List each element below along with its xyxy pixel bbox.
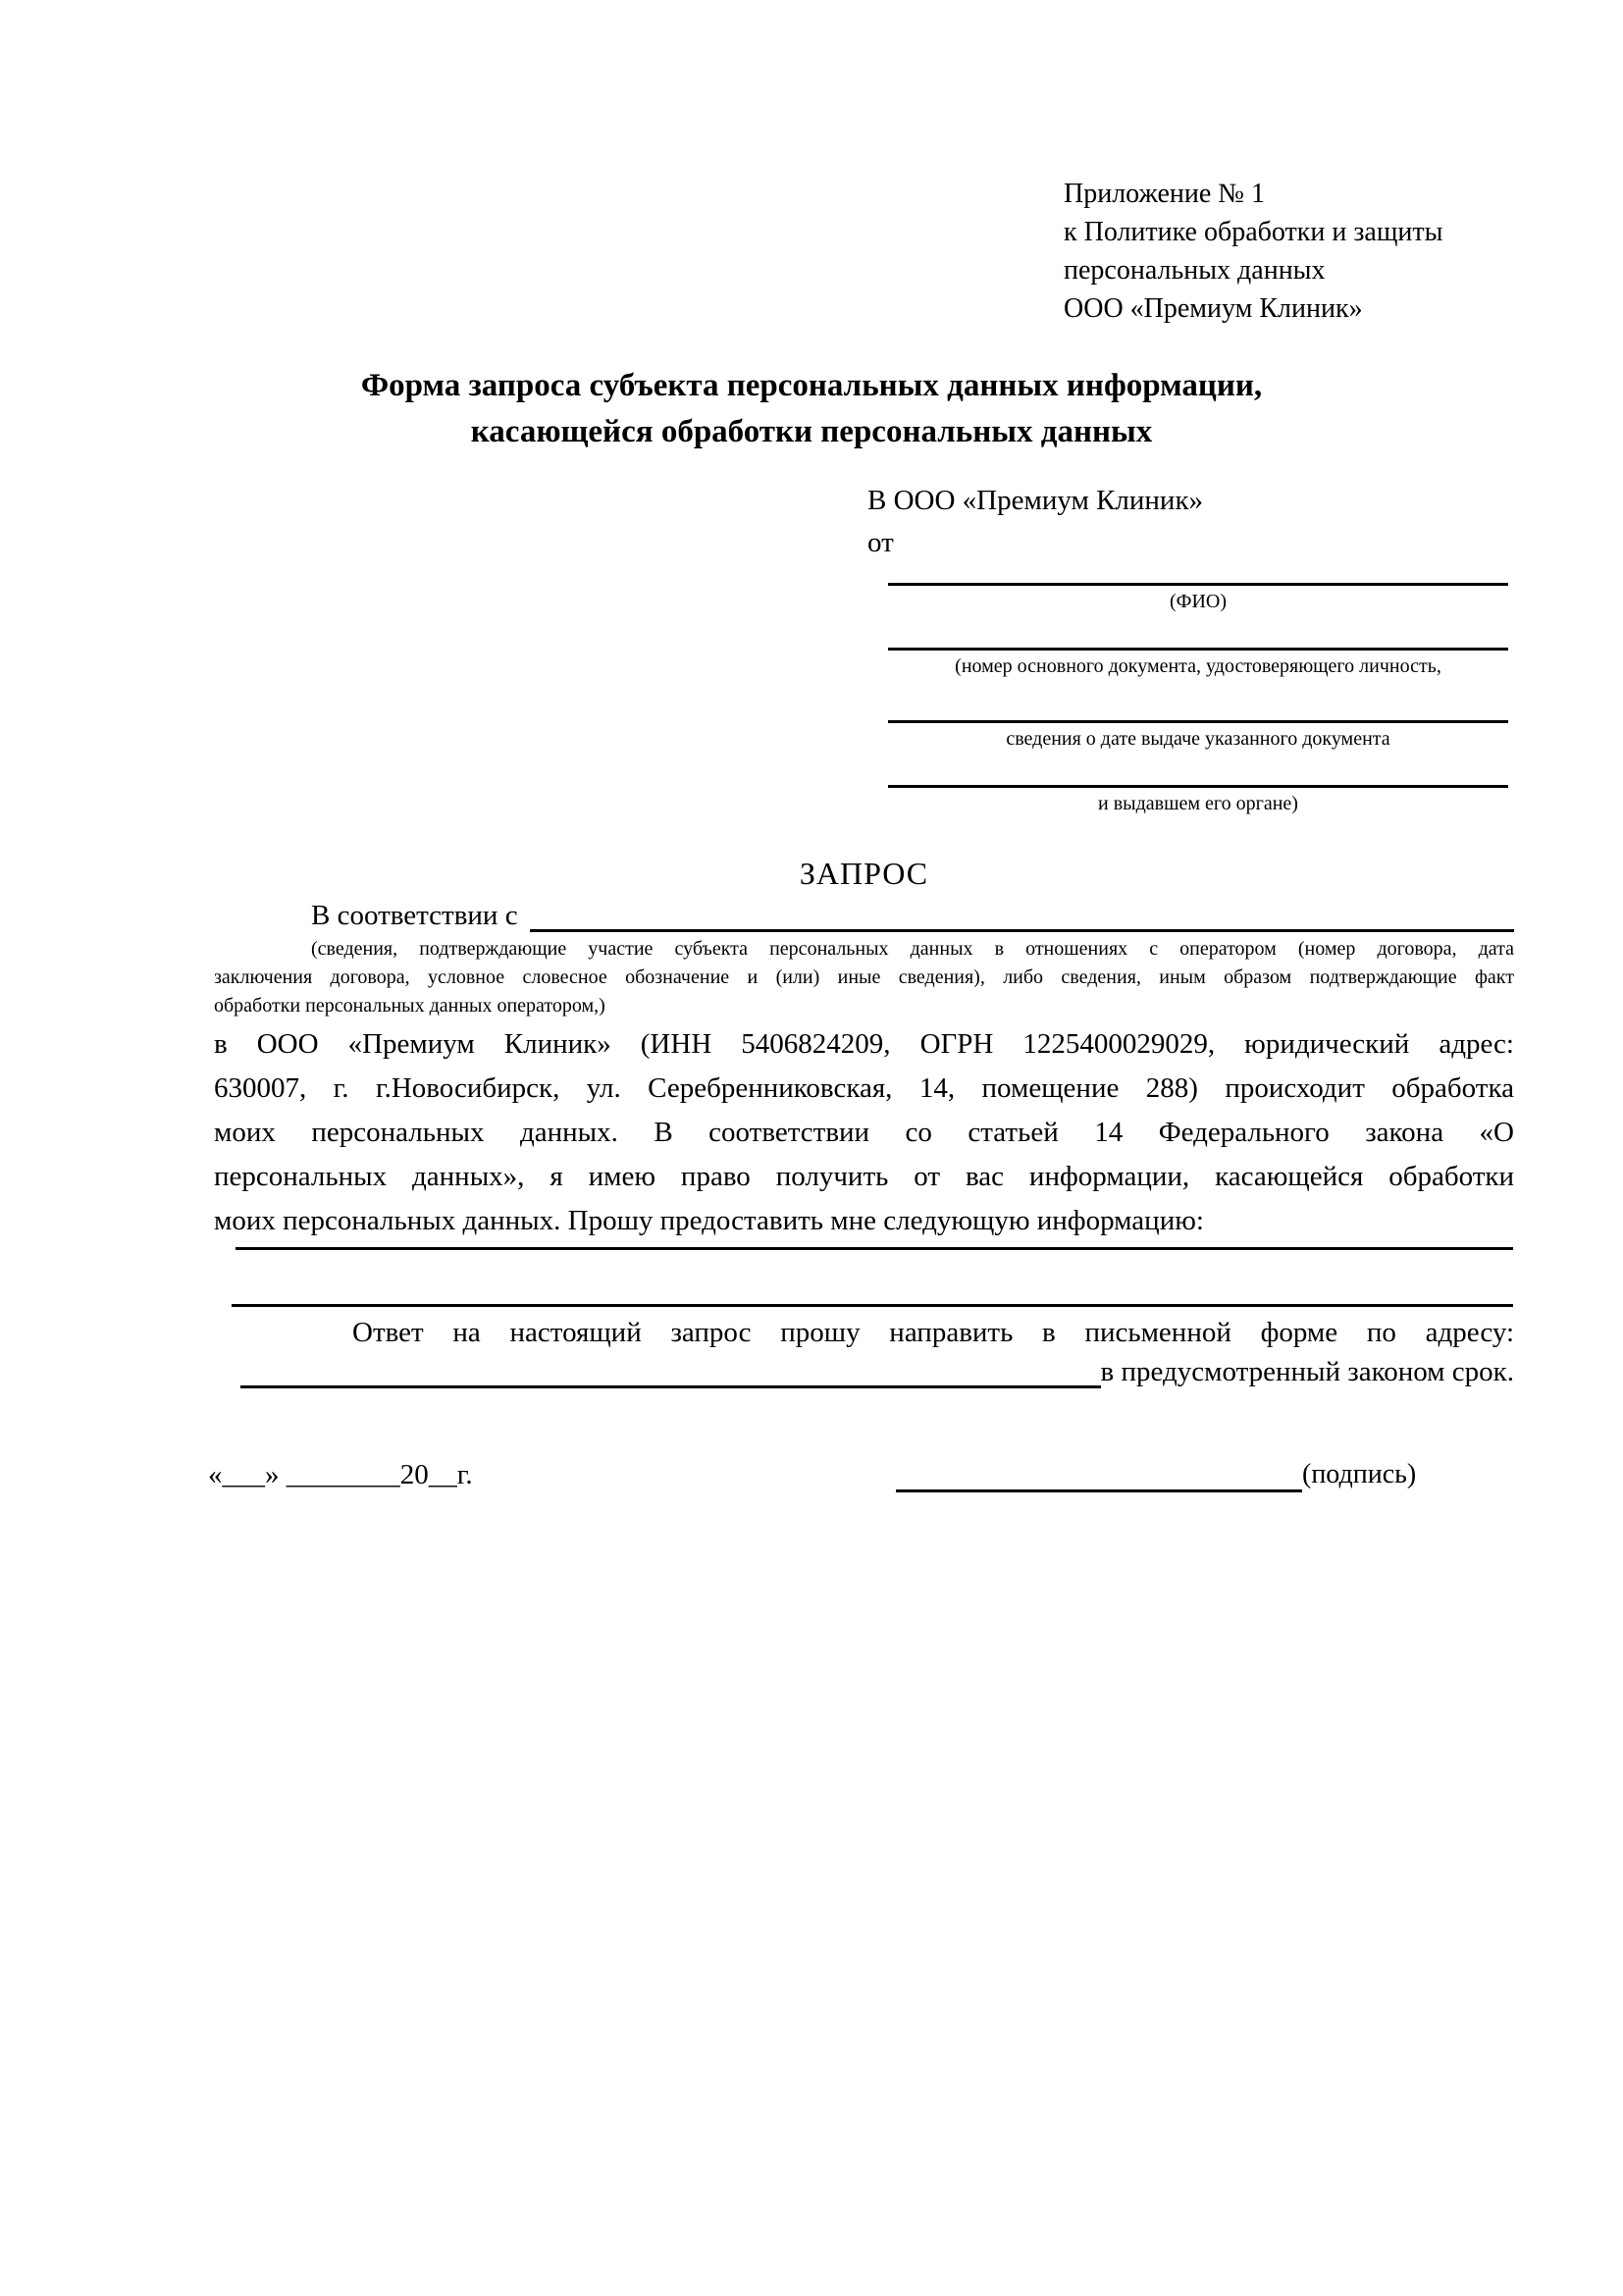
body-line: моих персональных данных. В соответствии со статьей 14 Федерального закона «О bbox=[214, 1117, 1514, 1148]
lead-text: В соответствии с bbox=[311, 900, 518, 931]
issue-date-blank-line bbox=[888, 720, 1508, 723]
address-blank-line bbox=[240, 1352, 1101, 1388]
appendix-block bbox=[1064, 175, 1442, 328]
issuing-authority-blank-line bbox=[888, 785, 1508, 788]
request-heading: ЗАПРОС bbox=[799, 856, 929, 891]
document-title-line-1: Форма запроса субъекта персональных данных информации, bbox=[360, 368, 1263, 403]
reply-tail-row bbox=[240, 1352, 1514, 1388]
note-line: обработки персональных данных оператором,) bbox=[214, 995, 605, 1017]
fio-blank-line bbox=[888, 583, 1508, 586]
appendix-line: к Политике обработки и защиты bbox=[1064, 217, 1443, 247]
note-line: (сведения, подтверждающие участие субъекта персональных данных в отношениях с оператором (номер договора, дата bbox=[311, 938, 1514, 960]
addressee-to: В ООО «Премиум Клиник» bbox=[867, 485, 1204, 516]
addressee-from: от bbox=[867, 527, 894, 558]
issue-date-caption: сведения о дате выдаче указанного документа bbox=[1006, 728, 1390, 750]
body-line: 630007, г. г.Новосибирск, ул. Серебренниковская, 14, помещение 288) происходит обработка bbox=[214, 1072, 1514, 1104]
issuing-authority-caption: и выдавшем его органе) bbox=[1098, 793, 1298, 814]
fio-caption: (ФИО) bbox=[1169, 591, 1227, 612]
information-blank-line-2 bbox=[232, 1304, 1513, 1307]
reply-instruction: Ответ на настоящий запрос прошу направить в письменной форме по адресу: bbox=[352, 1317, 1514, 1348]
body-line: персональных данных», я имею право получить от вас информации, касающейся обработки bbox=[214, 1161, 1514, 1192]
document-number-caption: (номер основного документа, удостоверяющего личность, bbox=[955, 655, 1441, 677]
appendix-line: персональных данных bbox=[1064, 255, 1326, 286]
signature-blank-line bbox=[896, 1489, 1302, 1492]
body-line: моих персональных данных. Прошу предоставить мне следующую информацию: bbox=[214, 1205, 1204, 1236]
body-line: в ООО «Премиум Клиник» (ИНН 5406824209, ОГРН 1225400029029, юридический адрес: bbox=[214, 1028, 1514, 1060]
information-blank-line-1 bbox=[236, 1247, 1513, 1250]
document-title bbox=[0, 363, 1623, 455]
reply-tail-text: в предусмотренный законом срок. bbox=[1100, 1356, 1514, 1387]
lead-row bbox=[214, 896, 1514, 932]
document-title-line-2: касающейся обработки персональных данных bbox=[470, 414, 1153, 449]
document-number-blank-line bbox=[888, 648, 1508, 651]
date-field: «___» ________20__г. bbox=[208, 1459, 473, 1490]
basis-blank-line bbox=[530, 896, 1514, 932]
signature-caption: (подпись) bbox=[1302, 1459, 1417, 1489]
appendix-line: Приложение № 1 bbox=[1064, 179, 1265, 209]
note-block bbox=[214, 935, 1514, 1020]
note-line: заключения договора, условное словесное обозначение и (или) иные сведения), либо сведения, иным образом подтверждающие факт bbox=[214, 966, 1514, 988]
body-paragraph bbox=[214, 1022, 1514, 1243]
appendix-line: ООО «Премиум Клиник» bbox=[1064, 293, 1363, 324]
